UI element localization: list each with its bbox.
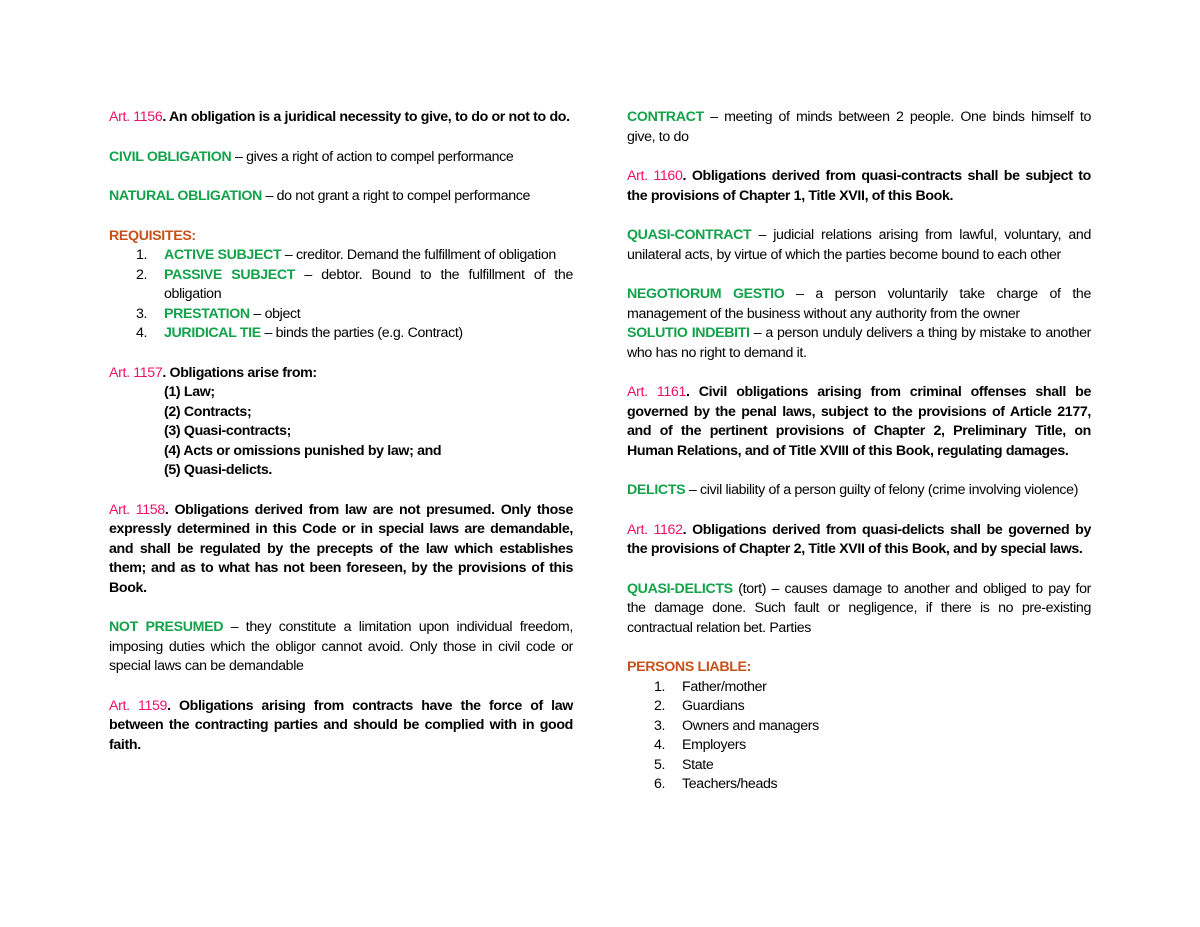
list-item (627, 678, 1091, 698)
art-1158 (109, 501, 573, 599)
term: DELICTS (627, 482, 686, 498)
list-item (627, 756, 1091, 776)
list-number: 3. (654, 717, 666, 734)
requisites-list (109, 246, 573, 344)
list-item (109, 266, 573, 305)
article-text: . Obligations arise from: (162, 364, 317, 381)
definition: – do not grant a right to compel performance (261, 188, 531, 204)
term: PRESTATION (164, 305, 250, 322)
source-item: (2) Contracts; (164, 403, 252, 420)
solutio-indebiti-definition (627, 324, 1091, 363)
list-text: Guardians (682, 698, 745, 714)
term: QUASI-DELICTS (627, 580, 733, 597)
definition: – debtor. Bound to the fulfillment of the obligation (164, 266, 573, 302)
left-column (109, 108, 573, 755)
art-1162 (627, 521, 1091, 560)
source-item: (5) Quasi-delicts. (164, 462, 273, 478)
quasi-delicts-definition (627, 580, 1091, 639)
art-1161 (627, 383, 1091, 461)
article-text: . Obligations derived from quasi-contracts shall be subject to the provisions of Chapter 1, Title XVII, of this Book. (627, 168, 1091, 204)
definition: – they constitute a limitation upon individual freedom, imposing duties which the obligor cannot avoid. Only those in civil code or special laws can be demandable (109, 619, 573, 674)
persons-liable-list (627, 678, 1091, 795)
art-1157 (109, 364, 573, 384)
list-item (627, 736, 1091, 756)
list-number: 1. (136, 247, 148, 263)
definition: – creditor. Demand the fulfillment of obligation (281, 247, 556, 263)
term: CIVIL OBLIGATION (109, 148, 232, 165)
delicts-definition (627, 481, 1091, 501)
list-text: State (682, 756, 714, 773)
list-text: Father/mother (682, 678, 767, 695)
definition: – gives a right of action to compel performance (231, 148, 514, 165)
term: QUASI-CONTRACT (627, 227, 752, 243)
list-number: 2. (136, 266, 148, 283)
list-item (109, 246, 573, 266)
term: ACTIVE SUBJECT (164, 247, 282, 263)
list-text: Owners and managers (682, 717, 819, 734)
list-number: 6. (654, 776, 666, 792)
list-text: Employers (682, 737, 746, 753)
term: PASSIVE SUBJECT (164, 266, 296, 283)
source-item: (3) Quasi-contracts; (164, 423, 292, 439)
quasi-contract-definition (627, 226, 1091, 265)
list-number: 2. (654, 698, 666, 714)
article-text: . Obligations arising from contracts have the force of law between the contracting parties and should be complied with in good faith. (109, 697, 573, 753)
list-item (627, 717, 1091, 737)
term: CONTRACT (627, 109, 704, 125)
list-text: Teachers/heads (682, 776, 778, 792)
article-ref: Art. 1157 (109, 364, 163, 381)
list-number: 1. (654, 678, 666, 695)
definition: – binds the parties (e.g. Contract) (260, 325, 463, 341)
article-text: . Obligations derived from quasi-delicts shall be governed by the provisions of Chapter 2, Title XVII of this Book, and by special laws. (627, 521, 1092, 557)
article-ref: Art. 1162 (627, 521, 683, 538)
art-1159 (109, 697, 573, 756)
art-1160 (627, 167, 1091, 206)
art-1156 (109, 108, 573, 128)
civil-obligation-definition (109, 148, 573, 168)
definition: – meeting of minds between 2 people. One binds himself to give, to do (627, 109, 1091, 145)
definition: – a person voluntarily take charge of the management of the business without any authority from the owner (627, 286, 1091, 322)
article-ref: Art. 1161 (627, 384, 686, 400)
negotiorum-gestio-definition (627, 285, 1091, 324)
list-number: 4. (654, 737, 666, 753)
definition: – object (249, 305, 301, 322)
source-item: (4) Acts or omissions punished by law; and (164, 442, 442, 459)
term: NATURAL OBLIGATION (109, 188, 262, 204)
definition: – judicial relations arising from lawful, voluntary, and unilateral acts, by virtue of which the parties become bound to each other (627, 227, 1091, 263)
list-item (109, 305, 573, 325)
list-item (627, 775, 1091, 795)
definition: – a person unduly delivers a thing by mistake to another who has no right to demand it. (627, 325, 1091, 361)
term: SOLUTIO INDEBITI (627, 325, 750, 341)
term: JURIDICAL TIE (164, 325, 261, 341)
article-text: . Civil obligations arising from criminal offenses shall be governed by the penal laws, subject to the provisions of Article 2177, and of the pertinent provisions of Chapter 2, Preliminary Title, on Human Relations, and of Title XVIII of this Book, regulating damages. (627, 384, 1091, 459)
article-ref: Art. 1160 (627, 168, 683, 184)
article-ref: Art. 1158 (109, 501, 165, 518)
right-column (627, 108, 1091, 795)
term: NOT PRESUMED (109, 619, 224, 635)
persons-liable-heading: PERSONS LIABLE: (627, 659, 752, 675)
natural-obligation-definition (109, 187, 573, 207)
list-item (627, 697, 1091, 717)
list-number: 5. (654, 756, 666, 773)
list-number: 4. (136, 325, 148, 341)
definition: – civil liability of a person guilty of felony (crime involving violence) (685, 482, 1079, 498)
contract-definition (627, 108, 1091, 147)
not-presumed-definition (109, 618, 573, 677)
article-text: . Obligations derived from law are not presumed. Only those expressly determined in this Code or in special laws are demandable, and shall be regulated by the precepts of the law which establishes them; and as to what has not been foreseen, by the provisions of this Book. (109, 501, 574, 596)
term: NEGOTIORUM GESTIO (627, 286, 785, 302)
article-ref: Art. 1156 (109, 109, 163, 125)
list-item (109, 324, 573, 344)
requisites-heading: REQUISITES: (109, 227, 196, 244)
article-text: . An obligation is a juridical necessity to give, to do or not to do. (162, 109, 570, 125)
article-ref: Art. 1159 (109, 697, 168, 714)
list-number: 3. (136, 305, 148, 322)
definition: (tort) – causes damage to another and obliged to pay for the damage done. Such fault or negligence, if there is no pre-existing contractual relation bet. Parties (627, 580, 1091, 636)
source-item: (1) Law; (164, 384, 215, 400)
